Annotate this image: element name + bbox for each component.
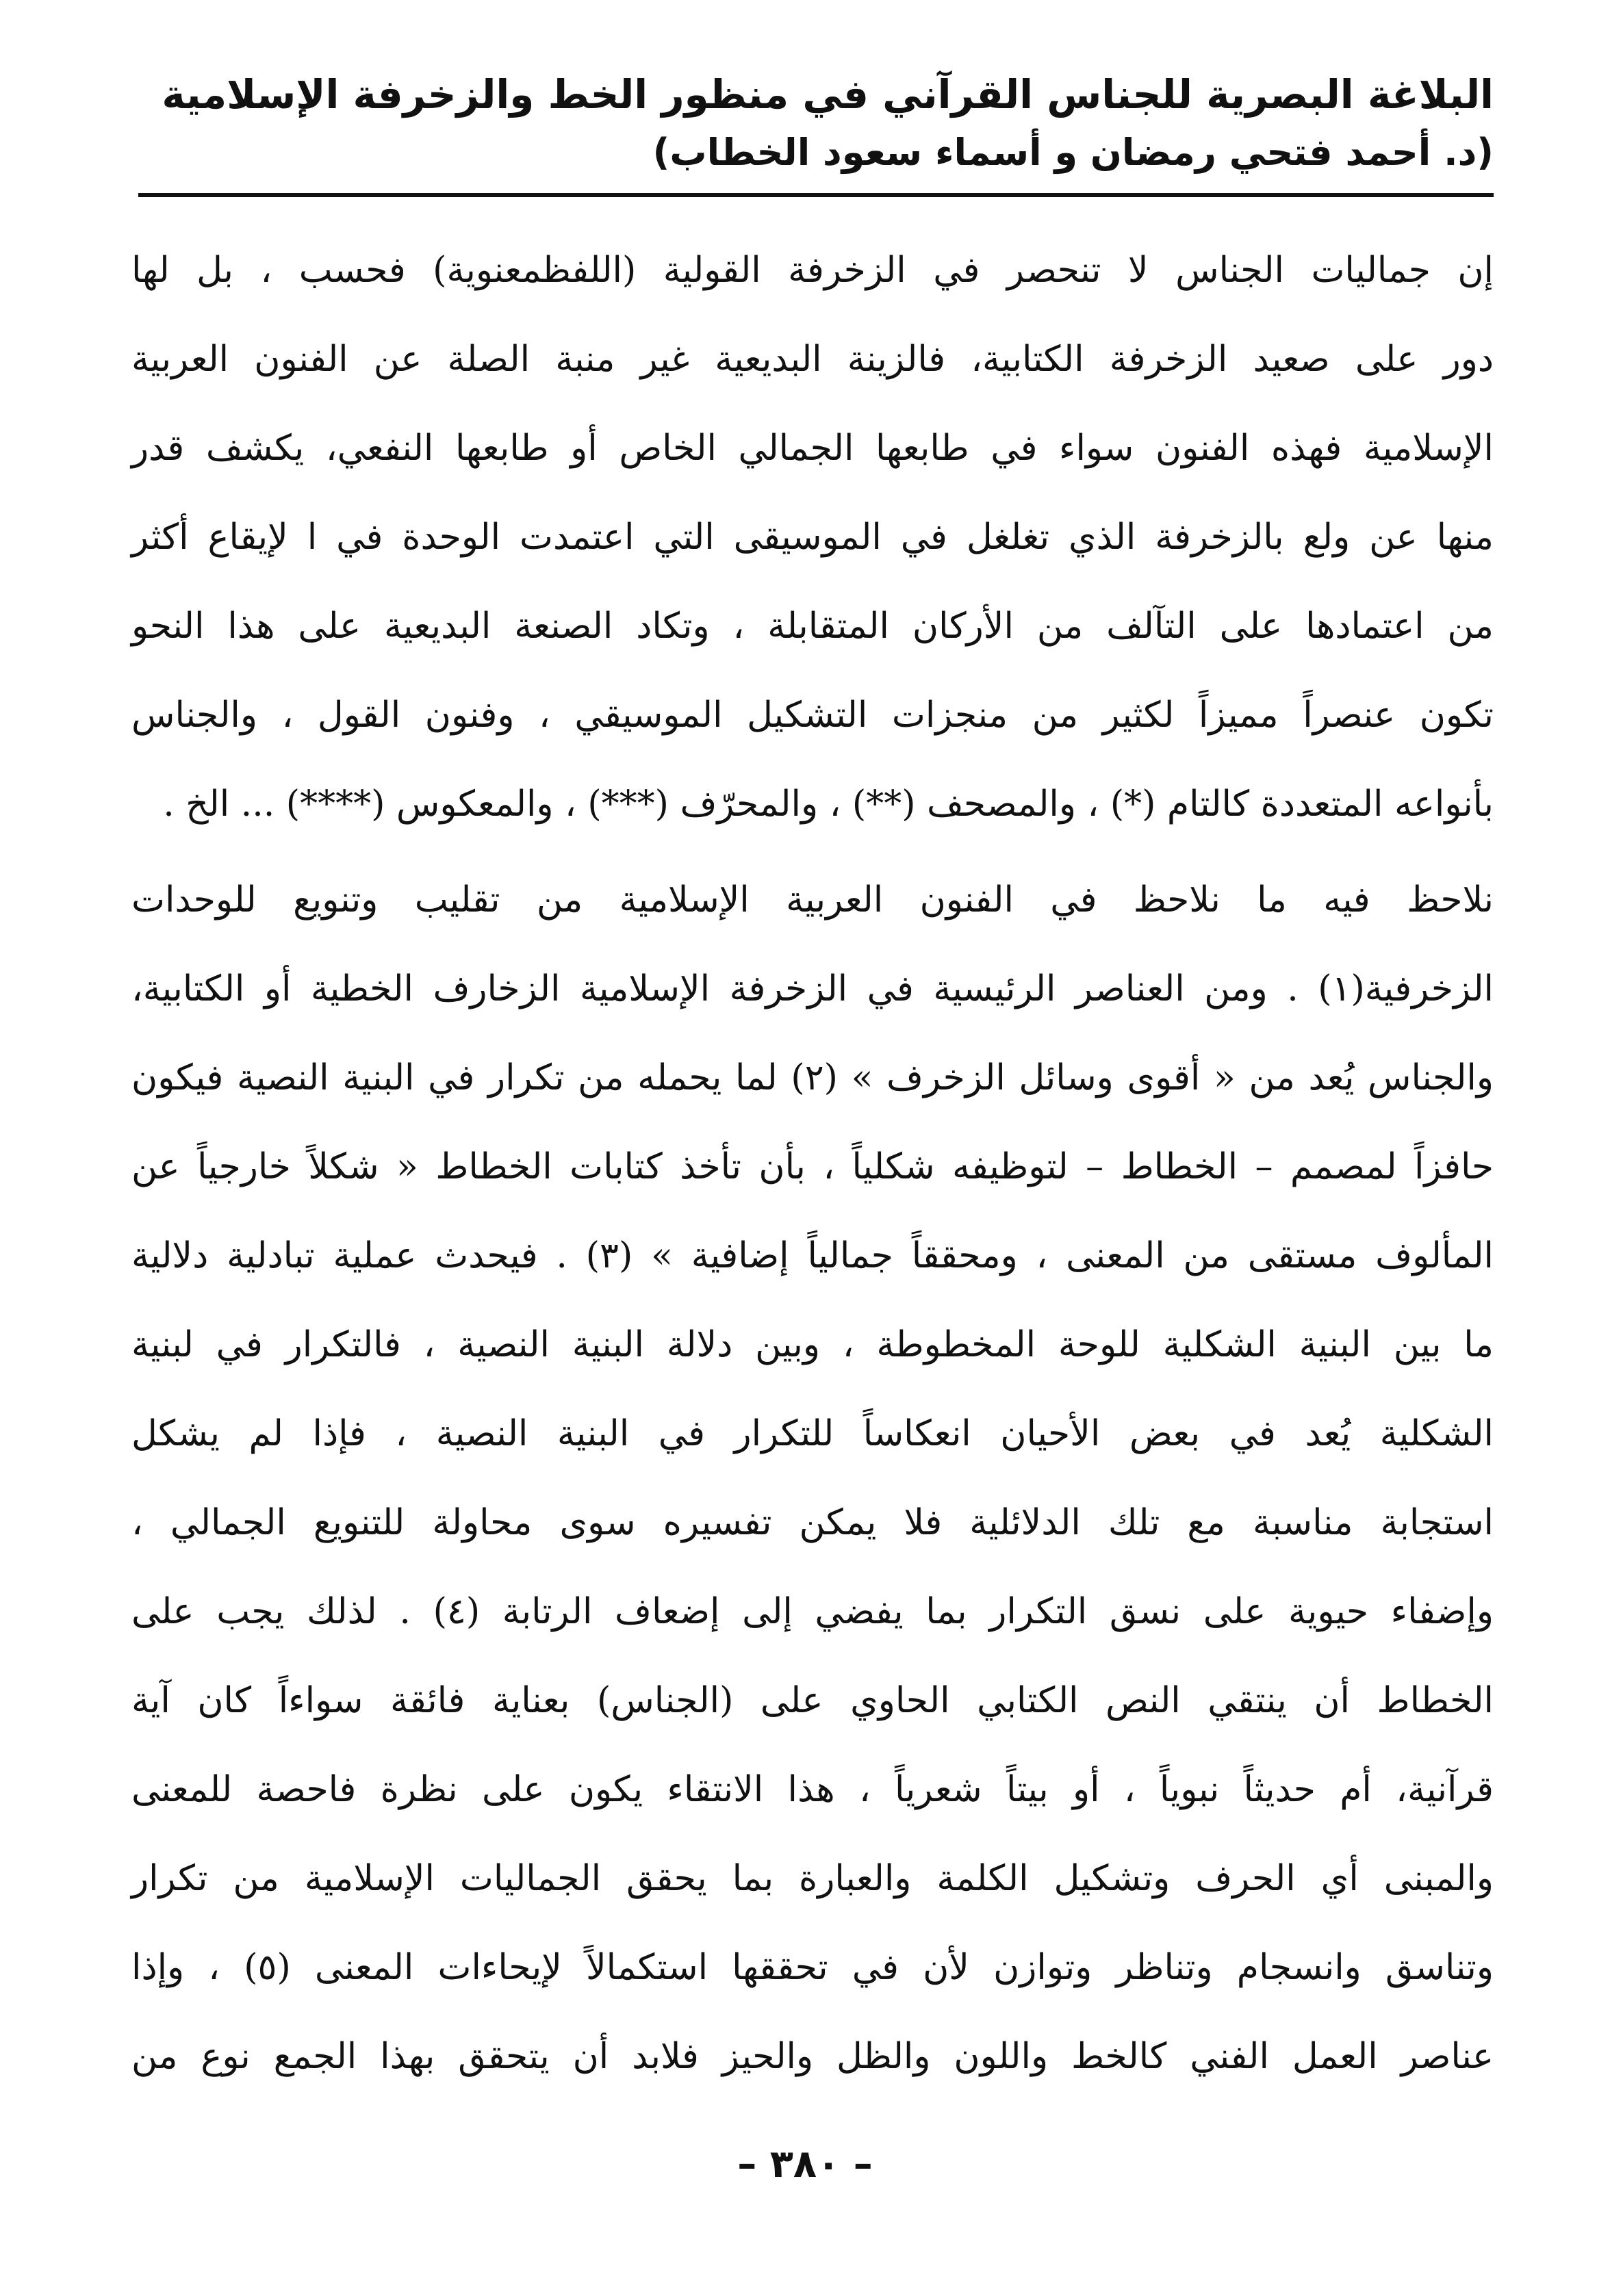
header-authors: (د. أحمد فتحي رمضان و أسماء سعود الخطاب) xyxy=(652,131,1494,174)
paragraph-line: الشكلية يُعد في بعض الأحيان انعكاساً للتكرار في البنية النصية ، فإذا لم يشكل xyxy=(131,1413,1494,1454)
paragraph-line: استجابة مناسبة مع تلك الدلائلية فلا يمكن تفسيره سوى محاولة للتنويع الجمالي ، xyxy=(131,1502,1494,1543)
paragraph-line: والجناس يُعد من « أقوى وسائل الزخرف » (٢) لما يحمله من تكرار في البنية النصية فيكون xyxy=(131,1057,1494,1098)
paragraph-line: تكون عنصراً مميزاً لكثير من منجزات التشكيل الموسيقي ، وفنون القول ، والجناس xyxy=(131,695,1494,736)
paragraph-line: نلاحظ فيه ما نلاحظ في الفنون العربية الإسلامية من تقليب وتنويع للوحدات xyxy=(131,879,1494,920)
paragraph-line: عناصر العمل الفني كالخط واللون والظل والحيز فلابد أن يتحقق بهذا الجمع نوع من xyxy=(131,2036,1494,2077)
page-number: – ٣٨٠ – xyxy=(737,2142,873,2187)
paragraph-1 xyxy=(131,226,1494,849)
paragraph-line: إن جماليات الجناس لا تنحصر في الزخرفة القولية (اللفظمعنوية) فحسب ، بل لها xyxy=(131,250,1494,291)
paragraph-line: قرآنية، أم حديثاً نبوياً ، أو بيتاً شعرياً ، هذا الانتقاء يكون على نظرة فاحصة للمعنى xyxy=(131,1769,1494,1810)
paragraph-line: ما بين البنية الشكلية للوحة المخطوطة ، وبين دلالة البنية النصية ، فالتكرار في لبنية xyxy=(131,1324,1494,1365)
paragraph-line: وتناسق وانسجام وتناظر وتوازن لأن في تحققها استكمالاً لإيحاءات المعنى (٥) ، وإذا xyxy=(131,1947,1494,1988)
header-title: البلاغة البصرية للجناس القرآني في منظور الخط والزخرفة الإسلامية xyxy=(162,71,1494,118)
paragraph-line: بأنواعه المتعددة كالتام (*) ، والمصحف (**) ، والمحرّف (***) ، والمعكوس (****) ... الخ . xyxy=(163,784,1494,825)
paragraph-line: الإسلامية فهذه الفنون سواء في طابعها الجمالي الخاص أو طابعها النفعي، يكشف قدر xyxy=(131,428,1494,469)
header-divider xyxy=(138,193,1494,197)
paragraph-line: الزخرفية(١) . ومن العناصر الرئيسية في الزخرفة الإسلامية الزخارف الخطية أو الكتابية، xyxy=(131,968,1494,1009)
paragraph-line: الخطاط أن ينتقي النص الكتابي الحاوي على (الجناس) بعناية فائقة سواءاً كان آية xyxy=(131,1680,1494,1721)
paragraph-line: وإضفاء حيوية على نسق التكرار بما يفضي إلى إضعاف الرتابة (٤) . لذلك يجب على xyxy=(131,1591,1494,1632)
paragraph-line: والمبنى أي الحرف وتشكيل الكلمة والعبارة بما يحقق الجماليات الإسلامية من تكرار xyxy=(131,1858,1494,1899)
paragraph-line: من اعتمادها على التآلف من الأركان المتقابلة ، وتكاد الصنعة البديعية على هذا النحو xyxy=(131,606,1494,647)
running-header xyxy=(138,65,1494,181)
paragraph-line: منها عن ولع بالزخرفة الذي تغلغل في الموسيقى التي اعتمدت الوحدة في ا لإيقاع أكثر xyxy=(131,517,1494,558)
paragraph-line: حافزاً لمصمم – الخطاط – لتوظيفه شكلياً ، بأن تأخذ كتابات الخطاط « شكلاً خارجياً عن xyxy=(131,1146,1494,1187)
paragraph-2 xyxy=(131,855,1494,2101)
paragraph-line: المألوف مستقى من المعنى ، ومحققاً جمالياً إضافية » (٣) . فيحدث عملية تبادلية دلالية xyxy=(131,1235,1494,1276)
paragraph-line: دور على صعيد الزخرفة الكتابية، فالزينة البديعية غير منبة الصلة عن الفنون العربية xyxy=(131,339,1494,380)
